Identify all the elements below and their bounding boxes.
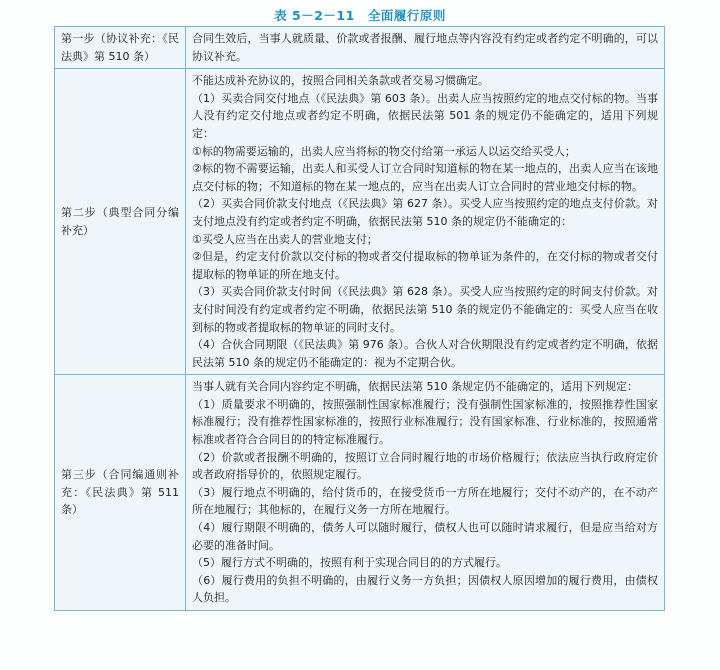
- content-line: （3）买卖合同价款支付时间（《民法典》第 628 条）。买受人应当按照约定的时间支付价款。对支付时间没有约定或者约定不明确，依据民法第 510 条的规定仍不能确定的：买受人应当在收到标的物或者提取标的物单证的同时支付。: [192, 285, 658, 334]
- table-row: [55, 69, 665, 375]
- content-line: （2）价款或者报酬不明确的，按照订立合同时履行地的市场价格履行；依法应当执行政府定价或者政府指导价的，依照规定履行。: [192, 450, 658, 482]
- step-content: [186, 69, 665, 375]
- content-line: （1）买卖合同交付地点（《民法典》第 603 条）。出卖人应当按照约定的地点交付标的物。当事人没有约定交付地点或者约定不明确，依据民法第 501 条的规定仍不能确定的，适用下列规定：: [192, 91, 658, 140]
- step-label: 第三步（合同编通则补充：《民法典》第 511 条）: [55, 375, 186, 611]
- step-label: 第二步（典型合同分编补充）: [55, 69, 186, 375]
- content-line: 当事人就有关合同内容约定不明确，依据民法第 510 条规定仍不能确定的，适用下列规定：: [192, 380, 638, 394]
- table-row: [55, 27, 665, 69]
- table-row: [55, 375, 665, 611]
- step-content: [186, 375, 665, 611]
- content-line: ②但是，约定支付价款以交付标的物或者交付提取标的物单证为条件的，在交付标的物或者交付提取标的物单证的所在地支付。: [192, 250, 658, 281]
- content-line: （5）履行方式不明确的，按照有利于实现合同目的的方式履行。: [192, 556, 507, 570]
- content-line: （3）履行地点不明确的，给付货币的，在接受货币一方所在地履行；交付不动产的，在不动产所在地履行；其他标的，在履行义务一方所在地履行。: [192, 485, 658, 517]
- content-line: （2）买卖合同价款支付地点（《民法典》第 627 条）。买受人应当按照约定的地点支付价款。对支付地点没有约定或者约定不明确，依据民法第 510 条的规定仍不能确定的：: [192, 197, 658, 228]
- content-line: ①标的物需要运输的，出卖人应当将标的物交付给第一承运人以运交给买受人；: [192, 144, 576, 158]
- content-line: ②标的物不需要运输，出卖人和买受人订立合同时知道标的物在某一地点的，出卖人应当在该地点交付标的物；不知道标的物在某一地点的，应当在出卖人订立合同时的营业地交付标的物。: [192, 162, 658, 193]
- content-line: 不能达成补充协议的，按照合同相关条款或者交易习惯确定。: [192, 74, 489, 88]
- content-line: （6）履行费用的负担不明确的，由履行义务一方负担；因债权人原因增加的履行费用，由债权人负担。: [192, 573, 658, 605]
- content-line: （4）合伙合同期限（《民法典》第 976 条）。合伙人对合伙期限没有约定或者约定不明确，依据民法第 510 条的规定仍不能确定的：视为不定期合伙。: [192, 338, 658, 369]
- rules-table: [54, 26, 665, 611]
- content-line: （1）质量要求不明确的，按照强制性国家标准履行；没有强制性国家标准的，按照推荐性国家标准履行；没有推荐性国家标准的，按照行业标准履行；没有国家标准、行业标准的，按照通常标准或者符合合同目的的特定标准履行。: [192, 397, 658, 447]
- table-title: 表 5－2－11 全面履行原则: [274, 8, 446, 23]
- step-content: [186, 27, 665, 69]
- step-label: 第一步（协议补充：《民法典》第 510 条）: [55, 27, 186, 69]
- content-line: 合同生效后，当事人就质量、价款或者报酬、履行地点等内容没有约定或者约定不明确的，可以协议补充。: [192, 32, 658, 63]
- content-line: （4）履行期限不明确的，债务人可以随时履行，债权人也可以随时请求履行，但是应当给对方必要的准备时间。: [192, 521, 658, 552]
- content-line: ①买受人应当在出卖人的营业地支付；: [192, 232, 378, 246]
